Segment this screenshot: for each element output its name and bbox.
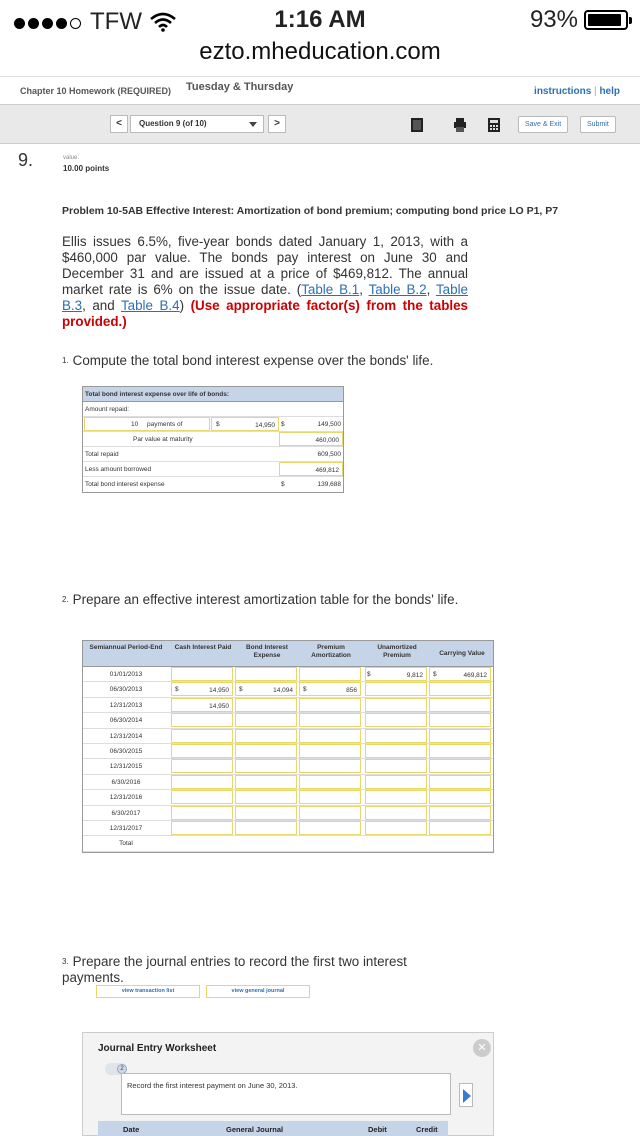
part-text: Compute the total bond interest expense over the bonds' life. <box>72 353 434 368</box>
chevron-down-icon <box>249 122 257 127</box>
premium-input[interactable] <box>299 729 361 743</box>
col-general-journal: General Journal <box>226 1125 284 1134</box>
worksheet-title: Journal Entry Worksheet <box>98 1043 217 1054</box>
period-label: 12/31/2015 <box>109 763 143 771</box>
col-date: Date <box>123 1125 140 1134</box>
save-exit-button[interactable]: Save & Exit <box>518 116 568 133</box>
interest-expense-table <box>82 386 344 493</box>
unamort-input[interactable] <box>365 713 427 727</box>
header-unamortized: Unamortized Premium <box>377 644 417 659</box>
interest-input[interactable] <box>235 775 297 789</box>
period-label: 06/30/2014 <box>109 717 143 725</box>
payments-count-input[interactable]: 10 <box>131 421 139 428</box>
question-points: 10.00 points <box>63 164 110 173</box>
table-row <box>83 667 493 682</box>
period-label: 6/30/2017 <box>111 809 141 817</box>
view-transaction-list-button[interactable]: view transaction list <box>96 985 200 998</box>
currency-symbol: $ <box>367 671 371 678</box>
journal-column-headers <box>98 1121 448 1136</box>
question-select[interactable] <box>130 115 264 133</box>
payments-total-value: 149,500 <box>317 421 341 428</box>
table-row <box>83 698 493 713</box>
row-label: Total bond interest expense <box>85 481 165 488</box>
worksheet-instruction: Record the first interest payment on June 30, 2013. <box>121 1073 451 1115</box>
amortization-table <box>82 640 494 853</box>
carrying-input[interactable] <box>429 821 491 835</box>
view-general-journal-button[interactable]: view general journal <box>206 985 310 998</box>
total-expense-value: 139,688 <box>317 481 341 488</box>
payment-amount-input[interactable]: 14,950 <box>211 417 279 431</box>
unamort-input[interactable] <box>365 682 427 696</box>
part-text: Prepare an effective interest amortization table for the bonds' life. <box>72 592 459 607</box>
carrying-input[interactable]: 469,812 <box>429 667 491 681</box>
total-repaid-value: 609,500 <box>317 451 341 458</box>
carrying-input[interactable] <box>429 682 491 696</box>
premium-input[interactable] <box>299 713 361 727</box>
premium-input[interactable] <box>299 821 361 835</box>
period-label: 06/30/2015 <box>109 747 143 755</box>
currency-symbol: $ <box>433 671 437 678</box>
table-b3-link[interactable]: Table B.3 <box>62 282 468 313</box>
period-label: 12/31/2013 <box>109 701 143 709</box>
interest-input[interactable] <box>235 713 297 727</box>
instructions-link[interactable]: instructions <box>534 86 592 97</box>
carrier-name: TFW <box>90 8 142 35</box>
assignment-header: Chapter 10 Homework (REQUIRED) Tuesday & Thursday instructions | help <box>0 76 640 104</box>
col-credit: Credit <box>416 1125 438 1134</box>
table-row <box>83 806 493 821</box>
unamort-input[interactable]: 9,812 <box>365 667 427 681</box>
print-icon[interactable] <box>453 117 467 133</box>
carrying-input[interactable] <box>429 790 491 804</box>
factor-instruction: (Use appropriate factor(s) from the tables provided.) <box>62 298 468 329</box>
question-select-label: Question 9 (of 10) <box>139 119 207 128</box>
carrying-input[interactable] <box>429 698 491 712</box>
header-premium: Premium Amortization <box>311 644 351 659</box>
amount-borrowed-input[interactable]: 469,812 <box>279 462 343 476</box>
unamort-input[interactable] <box>365 790 427 804</box>
currency-symbol: $ <box>239 686 243 694</box>
premium-input[interactable] <box>299 744 361 758</box>
table-row <box>83 744 493 759</box>
period-label: 01/01/2013 <box>109 671 143 678</box>
carrying-input[interactable] <box>429 713 491 727</box>
battery-icon <box>584 10 628 30</box>
table-header: Total bond interest expense over life of bonds: <box>83 387 343 402</box>
part-2-prompt <box>62 592 482 608</box>
cash-input[interactable] <box>171 744 233 758</box>
table-row <box>83 821 493 836</box>
interest-input[interactable] <box>235 821 297 835</box>
period-label: 6/30/2016 <box>111 778 141 786</box>
table-b4-link[interactable]: Table B.4 <box>120 298 180 313</box>
cash-input[interactable] <box>171 667 233 681</box>
part-text: Prepare the journal entries to record the first two interest payments. <box>62 954 407 985</box>
premium-input[interactable] <box>299 806 361 820</box>
table-b2-link[interactable]: Table B.2 <box>368 282 427 297</box>
unamort-input[interactable] <box>365 775 427 789</box>
value-label: value: <box>63 155 80 161</box>
cash-input[interactable] <box>171 806 233 820</box>
question-number: 9. <box>18 150 34 170</box>
url-text: ezto.mheducation.com <box>199 38 441 65</box>
premium-input[interactable] <box>299 759 361 773</box>
interest-input[interactable] <box>235 729 297 743</box>
premium-input[interactable] <box>299 667 361 681</box>
separator: , and <box>82 298 121 313</box>
calculator-icon[interactable] <box>487 117 501 133</box>
address-bar[interactable] <box>0 38 640 76</box>
problem-title: Problem 10-5AB Effective Interest: Amortization of bond premium; computing bond price LO P1, P7 <box>62 205 559 217</box>
table-b1-link[interactable]: Table B.1 <box>301 282 360 297</box>
problem-body: Ellis issues 6.5%, five-year bonds dated January 1, 2013, with a $460,000 par value. The bonds pay interest on June 30 and December 31 and are issued at a price of $469,812. The annual market rate is 6% on the issue date. ( <box>62 234 468 297</box>
cash-input[interactable] <box>171 713 233 727</box>
step-number: 2 <box>117 1064 127 1074</box>
interest-input[interactable] <box>235 790 297 804</box>
table-row <box>83 682 493 697</box>
cash-input[interactable]: 14,950 <box>171 698 233 712</box>
carrying-input[interactable] <box>429 744 491 758</box>
unamort-input[interactable] <box>365 806 427 820</box>
cash-input[interactable]: 14,950 <box>171 682 233 696</box>
interest-input[interactable] <box>235 759 297 773</box>
currency-symbol: $ <box>175 686 179 694</box>
close-icon[interactable]: ✕ <box>473 1039 491 1057</box>
next-question-button[interactable]: > <box>268 115 286 133</box>
interest-input[interactable]: 14,094 <box>235 682 297 696</box>
problem-text <box>62 234 468 330</box>
carrying-input[interactable] <box>429 759 491 773</box>
col-debit: Debit <box>368 1125 387 1134</box>
next-step-arrow-icon[interactable] <box>459 1083 473 1107</box>
part-1-prompt <box>62 353 433 369</box>
currency-symbol: $ <box>303 686 307 694</box>
currency-symbol: $ <box>281 481 285 488</box>
ebook-icon[interactable] <box>410 117 424 133</box>
part-number: 1. <box>62 356 69 365</box>
period-label: 12/31/2014 <box>109 732 143 740</box>
separator: , <box>359 282 369 297</box>
cash-input[interactable] <box>171 759 233 773</box>
cash-input[interactable] <box>171 790 233 804</box>
par-value-input[interactable]: 460,000 <box>279 432 343 446</box>
premium-input[interactable] <box>299 775 361 789</box>
part-number: 2. <box>62 595 69 604</box>
help-link[interactable]: help <box>599 86 620 97</box>
row-label: Total repaid <box>85 451 119 458</box>
row-label: payments of <box>147 421 183 428</box>
journal-entry-worksheet <box>82 1032 494 1136</box>
interest-input[interactable] <box>235 806 297 820</box>
status-bar <box>0 0 640 40</box>
period-label: 12/31/2016 <box>109 794 143 802</box>
period-label: 06/30/2013 <box>109 686 143 694</box>
cash-input[interactable] <box>171 729 233 743</box>
table-row <box>83 729 493 744</box>
period-label: 12/31/2017 <box>109 824 143 832</box>
row-label: Amount repaid: <box>85 406 130 413</box>
amortization-header <box>83 641 493 667</box>
carrying-input[interactable] <box>429 729 491 743</box>
table-row <box>83 790 493 805</box>
premium-input[interactable] <box>299 790 361 804</box>
question-toolbar <box>0 104 640 144</box>
battery-percent: 93% <box>529 6 578 33</box>
separator: ) <box>179 298 191 313</box>
unamort-input[interactable] <box>365 759 427 773</box>
submit-button[interactable]: Submit <box>580 116 616 133</box>
period-label: Total <box>119 840 133 848</box>
currency-symbol: $ <box>281 421 285 428</box>
row-label: Par value at maturity <box>133 436 193 443</box>
part-3-prompt <box>62 954 468 986</box>
cash-input[interactable] <box>171 775 233 789</box>
table-row <box>83 713 493 728</box>
table-row <box>83 759 493 774</box>
unamort-input[interactable] <box>365 744 427 758</box>
premium-input[interactable]: 856 <box>299 682 361 696</box>
assignment-title: Chapter 10 Homework (REQUIRED) <box>20 86 172 96</box>
row-label: Less amount borrowed <box>85 466 152 473</box>
header-period: Semiannual Period-End <box>89 644 163 651</box>
cash-input[interactable] <box>171 821 233 835</box>
table-row <box>83 836 493 851</box>
part-number: 3. <box>62 957 69 966</box>
header-carrying: Carrying Value <box>439 650 485 657</box>
interest-input[interactable] <box>235 698 297 712</box>
header-cash: Cash Interest Paid <box>174 644 232 651</box>
course-title: Tuesday & Thursday <box>186 81 294 93</box>
interest-input[interactable] <box>235 667 297 681</box>
unamort-input[interactable] <box>365 729 427 743</box>
clock: 1:16 AM <box>274 6 366 33</box>
unamort-input[interactable] <box>365 821 427 835</box>
table-row <box>83 775 493 790</box>
premium-input[interactable] <box>299 698 361 712</box>
interest-input[interactable] <box>235 744 297 758</box>
unamort-input[interactable] <box>365 698 427 712</box>
prev-question-button[interactable]: < <box>110 115 128 133</box>
carrying-input[interactable] <box>429 775 491 789</box>
currency-symbol: $ <box>216 421 220 428</box>
header-interest: Bond Interest Expense <box>246 644 288 659</box>
carrying-input[interactable] <box>429 806 491 820</box>
separator: , <box>426 282 436 297</box>
